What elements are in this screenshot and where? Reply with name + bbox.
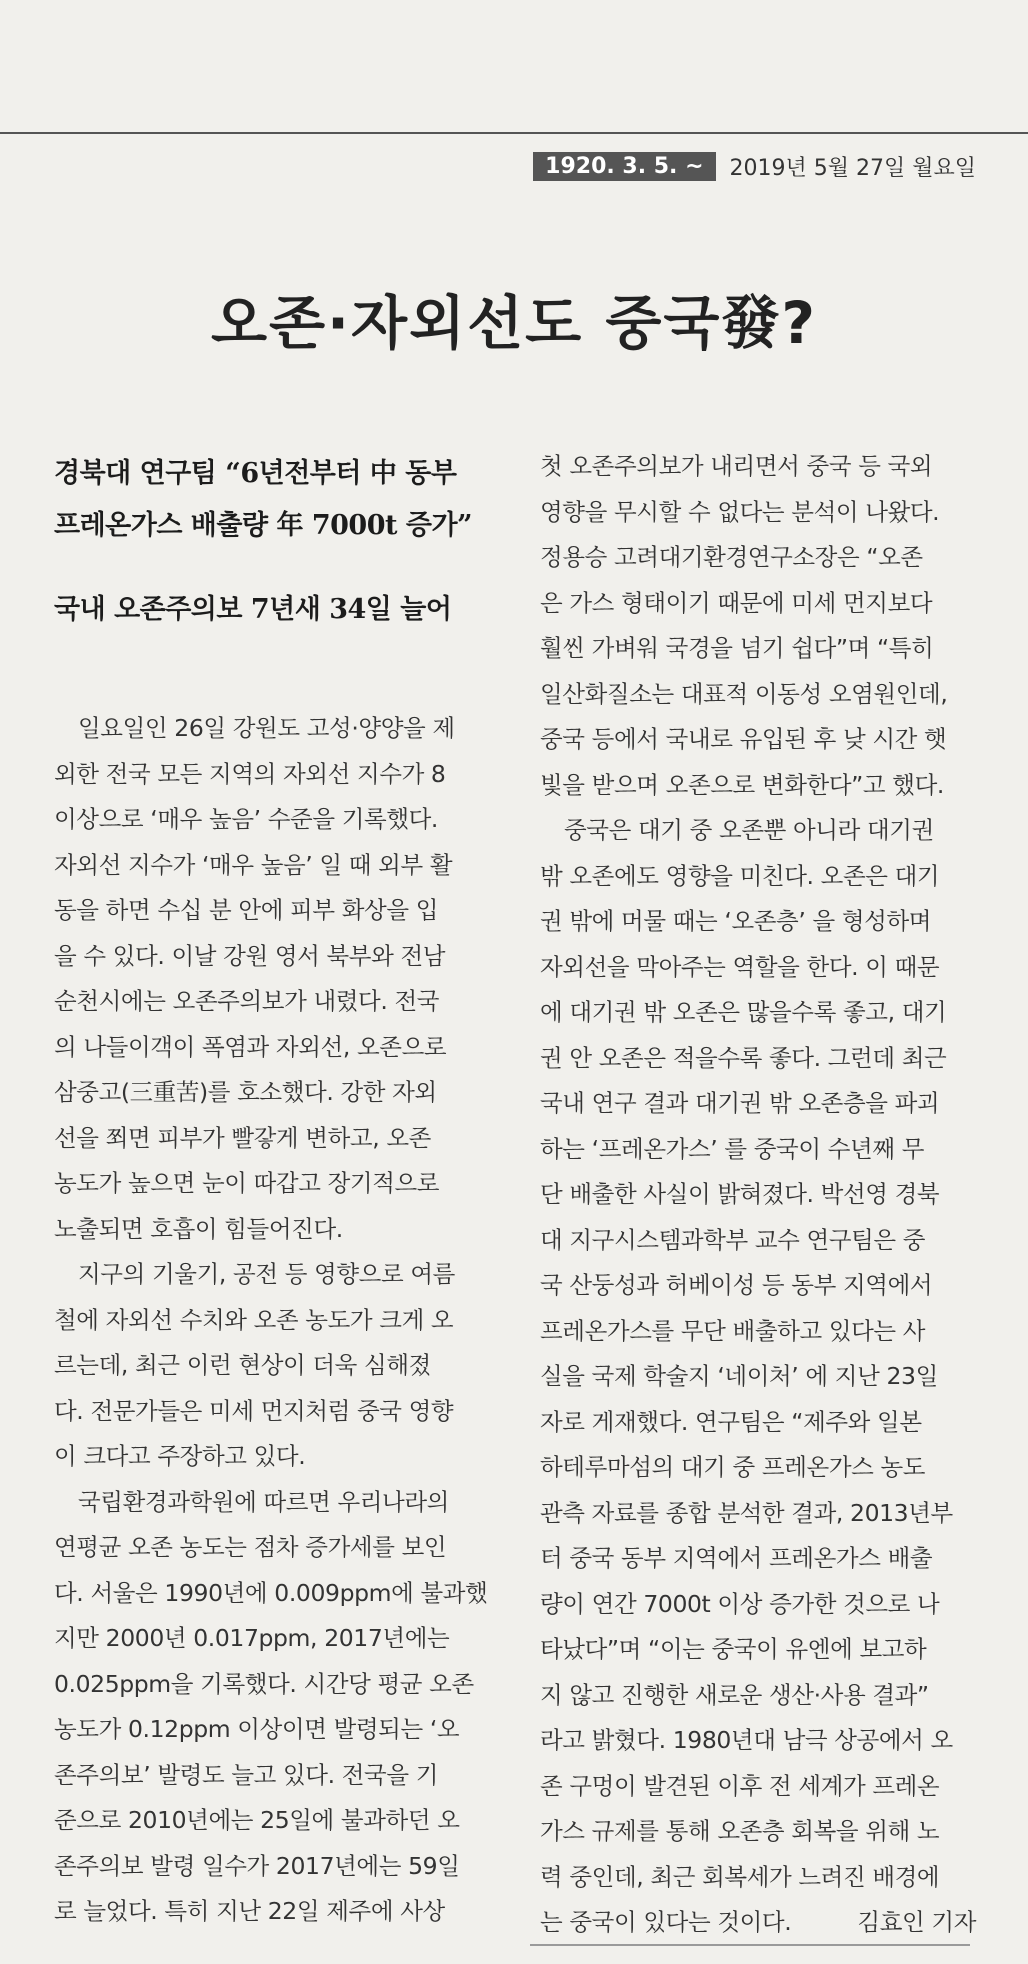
body-line: 하는 ‘프레온가스’ 를 중국이 수년째 무 bbox=[540, 1134, 925, 1163]
body-line: 노출되면 호흡이 힘들어진다. bbox=[54, 1214, 343, 1243]
body-line: 첫 오존주의보가 내리면서 중국 등 국외 bbox=[540, 452, 933, 480]
body-line: 다. 전문가들은 미세 먼지처럼 중국 영향 bbox=[54, 1396, 454, 1425]
body-line: 농도가 0.12ppm 이상이면 발령되는 ‘오 bbox=[54, 1715, 460, 1743]
body-line: 의 나들이객이 폭염과 자외선, 오존으로 bbox=[54, 1032, 447, 1061]
body-line: 존 구멍이 발견된 이후 전 세계가 프레온 bbox=[540, 1771, 940, 1800]
body-line: 이 크다고 주장하고 있다. bbox=[54, 1442, 306, 1470]
body-line: 력 중인데, 최근 회복세가 느려진 배경에 bbox=[540, 1862, 940, 1891]
body-line: 농도가 높으면 눈이 따갑고 장기적으로 bbox=[54, 1169, 440, 1197]
body-line: 권 밖에 머물 때는 ‘오존층’ 을 형성하며 bbox=[540, 907, 932, 935]
body-line: 타났다”며 “이는 중국이 유엔에 보고하 bbox=[540, 1635, 927, 1663]
body-line: 는 중국이 있다는 것이다. 김효인 기자 bbox=[540, 1900, 976, 1946]
body-line: 정용승 고려대기환경연구소장은 “오존 bbox=[540, 543, 923, 571]
subhead-line: 국내 오존주의보 7년새 34일 늘어 bbox=[54, 594, 452, 625]
body-line: 자외선 지수가 ‘매우 높음’ 일 때 외부 활 bbox=[54, 850, 453, 879]
body-line: 0.025ppm을 기록했다. 시간당 평균 오존 bbox=[54, 1669, 474, 1698]
body-line: 선을 쬐면 피부가 빨갛게 변하고, 오존 bbox=[54, 1123, 431, 1152]
body-line: 중국은 대기 중 오존뿐 아니라 대기권 bbox=[564, 816, 934, 844]
body-line: 지구의 기울기, 공전 등 영향으로 여름 bbox=[78, 1260, 455, 1288]
body-line: 지 않고 진행한 새로운 생산·사용 결과” bbox=[540, 1680, 929, 1709]
subhead-line: 경북대 연구팀 “6년전부터 中 동부 bbox=[54, 458, 457, 489]
dateline bbox=[533, 148, 976, 184]
body-line: 영향을 무시할 수 없다는 분석이 나왔다. bbox=[540, 497, 940, 526]
body-line: 국내 연구 결과 대기권 밖 오존층을 파괴 bbox=[540, 1089, 940, 1117]
body-line: 터 중국 동부 지역에서 프레온가스 배출 bbox=[540, 1544, 933, 1572]
right-column-body bbox=[540, 444, 976, 1946]
body-line: 량이 연간 7000t 이상 증가한 것으로 나 bbox=[540, 1589, 940, 1618]
issue-date: 2019년 5월 27일 월요일 bbox=[729, 155, 976, 181]
body-line: 준으로 2010년에는 25일에 불과하던 오 bbox=[54, 1806, 460, 1834]
body-line: 철에 자외선 수치와 오존 농도가 크게 오 bbox=[54, 1305, 454, 1334]
body-line: 연평균 오존 농도는 점차 증가세를 보인 bbox=[54, 1533, 447, 1561]
body-line: 실을 국제 학술지 ‘네이처’ 에 지난 23일 bbox=[540, 1362, 938, 1390]
left-column-body bbox=[54, 706, 490, 1935]
bottom-rule bbox=[530, 1944, 970, 1946]
body-line: 은 가스 형태이기 때문에 미세 먼지보다 bbox=[540, 588, 933, 617]
body-line: 일산화질소는 대표적 이동성 오염원인데, bbox=[540, 679, 948, 708]
top-rule bbox=[0, 132, 1028, 134]
body-line: 프레온가스를 무단 배출하고 있다는 사 bbox=[540, 1316, 926, 1345]
body-line: 에 대기권 밖 오존은 많을수록 좋고, 대기 bbox=[540, 998, 947, 1026]
body-line: 국립환경과학원에 따르면 우리나라의 bbox=[78, 1487, 449, 1516]
body-line: 훨씬 가벼워 국경을 넘기 쉽다”며 “특히 bbox=[540, 634, 934, 662]
body-line: 로 늘었다. 특히 지난 22일 제주에 사상 bbox=[54, 1897, 445, 1925]
date-badge: 1920. 3. 5. ~ bbox=[533, 152, 715, 181]
body-line: 빛을 받으며 오존으로 변화한다”고 했다. bbox=[540, 770, 944, 799]
body-line: 가스 규제를 통해 오존층 회복을 위해 노 bbox=[540, 1817, 940, 1845]
body-line: 삼중고(三重苦)를 호소했다. 강한 자외 bbox=[54, 1078, 437, 1106]
headline: 오존·자외선도 중국發? bbox=[210, 289, 818, 357]
body-line: 존주의보’ 발령도 늘고 있다. 전국을 기 bbox=[54, 1760, 439, 1789]
body-line: 일요일인 26일 강원도 고성·양양을 제 bbox=[78, 714, 455, 742]
body-line: 르는데, 최근 이런 현상이 더욱 심해졌 bbox=[54, 1351, 431, 1379]
body-line: 밖 오존에도 영향을 미친다. 오존은 대기 bbox=[540, 861, 940, 890]
body-line: 자외선을 막아주는 역할을 한다. 이 때문 bbox=[540, 952, 940, 981]
body-line: 순천시에는 오존주의보가 내렸다. 전국 bbox=[54, 987, 440, 1015]
body-line: 라고 밝혔다. 1980년대 남극 상공에서 오 bbox=[540, 1726, 953, 1754]
body-line: 존주의보 발령 일수가 2017년에는 59일 bbox=[54, 1851, 460, 1880]
body-line: 대 지구시스템과학부 교수 연구팀은 중 bbox=[540, 1225, 926, 1254]
body-line: 단 배출한 사실이 밝혀졌다. 박선영 경북 bbox=[540, 1180, 940, 1208]
body-line: 하테루마섬의 대기 중 프레온가스 농도 bbox=[540, 1453, 926, 1481]
subheads bbox=[54, 448, 490, 636]
body-line: 이상으로 ‘매우 높음’ 수준을 기록했다. bbox=[54, 805, 439, 833]
body-line: 외한 전국 모든 지역의 자외선 지수가 8 bbox=[54, 759, 446, 788]
body-line: 을 수 있다. 이날 강원 영서 북부와 전남 bbox=[54, 941, 446, 970]
subhead-line: 프레온가스 배출량 年 7000t 증가” bbox=[54, 510, 473, 541]
body-line: 권 안 오존은 적을수록 좋다. 그런데 최근 bbox=[540, 1043, 947, 1072]
body-line: 중국 등에서 국내로 유입된 후 낮 시간 햇 bbox=[540, 725, 947, 753]
body-line: 국 산둥성과 허베이성 등 동부 지역에서 bbox=[540, 1271, 933, 1299]
body-line: 자로 게재했다. 연구팀은 “제주와 일본 bbox=[540, 1407, 922, 1436]
body-line: 동을 하면 수십 분 안에 피부 화상을 입 bbox=[54, 896, 439, 924]
byline: 김효인 기자 bbox=[857, 1908, 976, 1936]
body-line: 지만 2000년 0.017ppm, 2017년에는 bbox=[54, 1624, 450, 1652]
body-line: 다. 서울은 1990년에 0.009ppm에 불과했 bbox=[54, 1578, 488, 1607]
body-line: 관측 자료를 종합 분석한 결과, 2013년부 bbox=[540, 1498, 953, 1527]
